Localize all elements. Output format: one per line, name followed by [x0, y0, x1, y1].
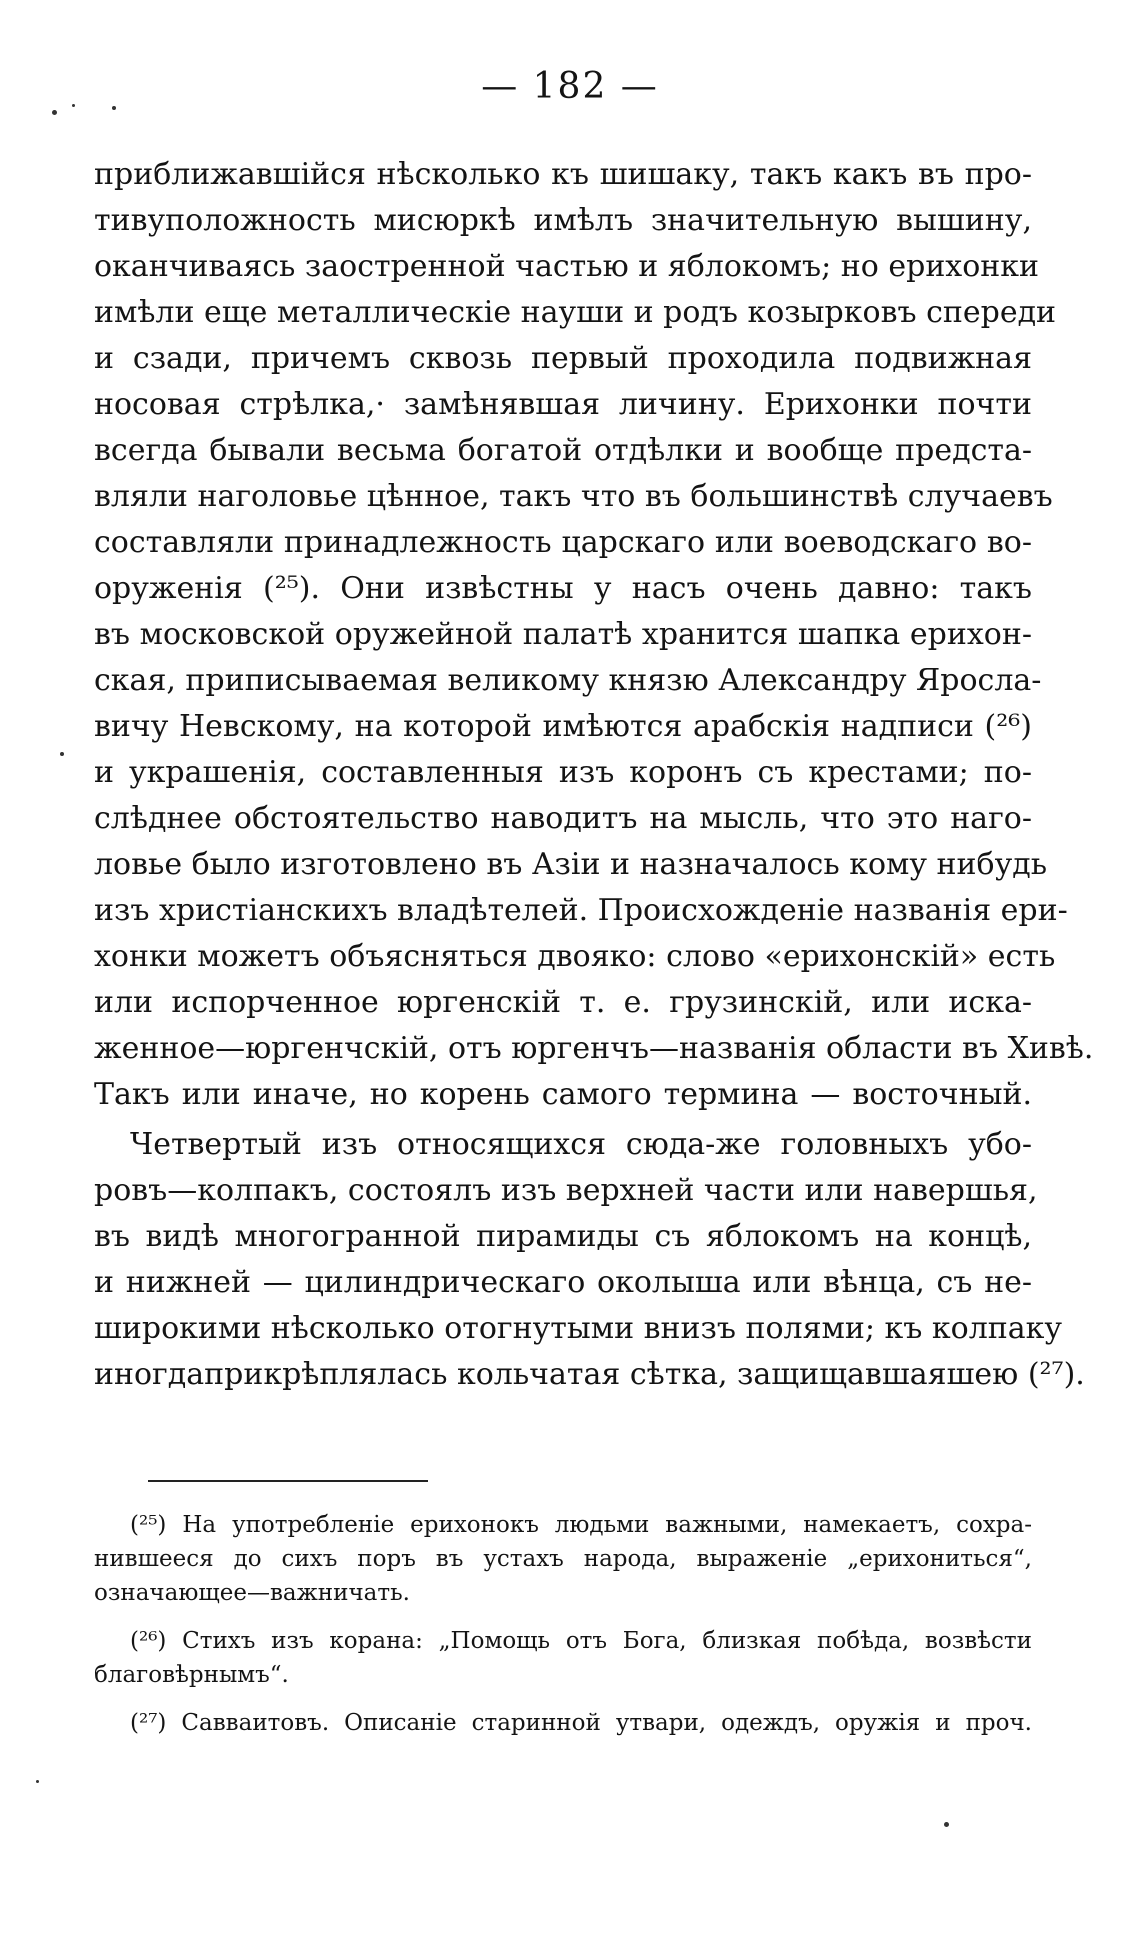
print-speck: [52, 110, 57, 115]
text-line: вляли наголовье цѣнное, такъ что въ большинствѣ случаевъ: [94, 479, 1053, 514]
text-line: или испорченное юргенскій т. е. грузинскій, или иска-: [94, 985, 1032, 1020]
footnote-line: благовѣрнымъ“.: [94, 1662, 289, 1688]
text-line: составляли принадлежность царскаго или воеводскаго во-: [94, 525, 1032, 560]
text-line: въ московской оружейной палатѣ хранится шапка ерихон-: [94, 617, 1032, 652]
text-line: оруженія (²⁵). Они извѣстны у насъ очень давно: такъ: [94, 571, 1032, 606]
footnote-line: (²⁶) Стихъ изъ корана: „Помощь отъ Бога, близкая побѣда, возвѣсти: [130, 1628, 1032, 1654]
text-line: иногдаприкрѣплялась кольчатая сѣтка, защищавшаяшею (²⁷).: [94, 1357, 1085, 1392]
text-line: широкими нѣсколько отогнутыми внизъ полями; къ колпаку: [94, 1311, 1063, 1346]
footnote-line: нившееся до сихъ поръ въ устахъ народа, выраженіе „ерихониться“,: [94, 1546, 1032, 1572]
text-line: и сзади, причемъ сквозь первый проходила подвижная: [94, 341, 1032, 376]
text-line: ская, приписываемая великому князю Александру Яросла-: [94, 663, 1042, 698]
text-line: и нижней — цилиндрическаго околыша или вѣнца, съ не-: [94, 1265, 1032, 1300]
text-line: и украшенія, составленныя изъ коронъ съ крестами; по-: [94, 755, 1032, 790]
text-line: имѣли еще металлическіе науши и родъ козырковъ спереди: [94, 295, 1057, 330]
text-line: вичу Невскому, на которой имѣются арабскія надписи (²⁶): [94, 709, 1032, 744]
paragraph-2: [94, 1122, 1085, 1398]
text-line: тивуположность мисюркѣ имѣлъ значительную вышину,: [94, 203, 1032, 238]
footnotes: [94, 1508, 1032, 1754]
text-line: слѣднее обстоятельство наводитъ на мысль, что это наго-: [94, 801, 1032, 836]
footnote-separator: [148, 1480, 428, 1482]
text-line: хонки можетъ объясняться двояко: слово «ерихонскій» есть: [94, 939, 1056, 974]
footnote-line: означающее—важничать.: [94, 1580, 410, 1606]
page-number: — 182 —: [481, 66, 659, 107]
text-line: ровъ—колпакъ, состоялъ изъ верхней части или навершья,: [94, 1173, 1038, 1208]
footnote-line: (²⁵) На употребленіе ерихонокъ людьми важными, намекаетъ, сохра-: [130, 1512, 1032, 1538]
paragraph-1: [94, 152, 1094, 1118]
main-text: [94, 152, 1094, 1398]
text-line: оканчиваясь заостренной частью и яблокомъ; но ерихонки: [94, 249, 1040, 284]
print-speck: [60, 752, 64, 756]
print-speck: [36, 1780, 39, 1783]
footnote-27: [94, 1706, 1032, 1740]
footnote-line: (²⁷) Савваитовъ. Описаніе старинной утвари, одеждъ, оружія и проч.: [130, 1710, 1032, 1736]
text-line: въ видѣ многогранной пирамиды съ яблокомъ на концѣ,: [94, 1219, 1032, 1254]
print-speck: [944, 1822, 949, 1827]
text-line: Четвертый изъ относящихся сюда-же головныхъ убо-: [130, 1127, 1032, 1162]
text-line: Такъ или иначе, но корень самого термина — восточный.: [94, 1077, 1032, 1112]
text-line: носовая стрѣлка,· замѣнявшая личину. Ерихонки почти: [94, 387, 1032, 422]
text-line: ловье было изготовлено въ Азіи и назначалось кому нибудь: [94, 847, 1048, 882]
footnote-25: [94, 1508, 1032, 1610]
footnote-26: [94, 1624, 1032, 1692]
text-line: всегда бывали весьма богатой отдѣлки и вообще предста-: [94, 433, 1032, 468]
text-line: приближавшійся нѣсколько къ шишаку, такъ какъ въ про-: [94, 157, 1032, 192]
text-line: женное—юргенчскій, отъ юргенчъ—названія области въ Хивѣ.: [94, 1031, 1094, 1066]
text-line: изъ христіанскихъ владѣтелей. Происхожденіе названія ери-: [94, 893, 1068, 928]
